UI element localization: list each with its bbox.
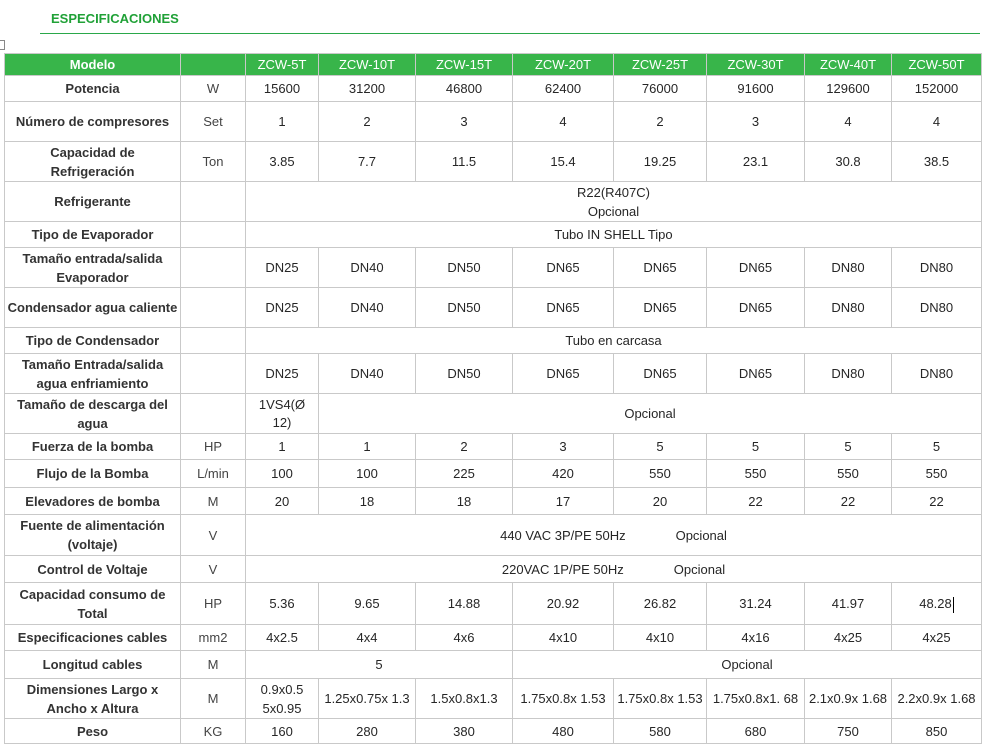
value-cell: 23.1 [707,142,805,182]
spec-row-tipo-condensador [5,328,982,354]
spec-row-peso [5,719,982,744]
value-cell: 5 [707,434,805,460]
row-label: Tamaño entrada/salida Evaporador [5,248,181,288]
model-name-header: ZCW-30T [707,54,805,76]
value-cell: 4x10 [614,625,707,651]
spec-row-control-voltaje [5,556,982,583]
row-unit: M [181,651,246,679]
row-unit [181,222,246,248]
value-cell: 1.25x0.75x 1.3 [319,679,416,719]
value-cell: 2.2x0.9x 1.68 [892,679,982,719]
row-label: Capacidad de Refrigeración [5,142,181,182]
spec-row-tam-enfriamiento [5,354,982,394]
value-cell: DN25 [246,288,319,328]
value-cell: 4x25 [892,625,982,651]
row-unit: HP [181,434,246,460]
value-cell: 225 [416,460,513,488]
model-name-header: ZCW-20T [513,54,614,76]
value-cell: 22 [805,488,892,515]
row-label: Elevadores de bomba [5,488,181,515]
spec-row-fuerza-bomba [5,434,982,460]
row-label: Potencia [5,76,181,102]
value-cell: DN25 [246,248,319,288]
value-cell: 2 [319,102,416,142]
value-cell: 4x10 [513,625,614,651]
cable-length-cell: 5 [246,651,513,679]
value-cell: DN40 [319,288,416,328]
value-cell: 22 [892,488,982,515]
row-unit: KG [181,719,246,744]
value-cell: DN65 [513,354,614,394]
model-name-header: ZCW-15T [416,54,513,76]
value-cell: 31.24 [707,583,805,625]
discharge-size-cell: 1VS4(Ø 12) [246,394,319,434]
value-cell: 14.88 [416,583,513,625]
title-underline [40,33,980,34]
spec-row-tipo-evaporador [5,222,982,248]
value-cell: 1 [319,434,416,460]
value-cell: 2 [416,434,513,460]
value-cell: 22 [707,488,805,515]
value-cell: DN65 [707,248,805,288]
specifications-table [4,53,982,744]
value-cell: 4x4 [319,625,416,651]
value-cell: 31200 [319,76,416,102]
table-header-row [5,54,982,76]
voltage-value: 220VAC 1P/PE 50Hz [501,561,624,577]
row-unit [181,328,246,354]
spec-row-consumo-total [5,583,982,625]
row-unit: Ton [181,142,246,182]
value-cell: 160 [246,719,319,744]
row-unit [181,394,246,434]
row-label: Control de Voltaje [5,556,181,583]
value-cell: 550 [707,460,805,488]
cell-marker [0,40,5,50]
row-label: Dimensiones Largo x Ancho x Altura [5,679,181,719]
voltage-option: Opcional [673,561,726,577]
row-unit: W [181,76,246,102]
voltage-cell [246,515,982,556]
value-cell: 11.5 [416,142,513,182]
row-label: Longitud cables [5,651,181,679]
row-unit: HP [181,583,246,625]
spec-row-tam-descarga [5,394,982,434]
value-cell: 152000 [892,76,982,102]
row-unit [181,354,246,394]
value-cell: 580 [614,719,707,744]
value-cell: 100 [246,460,319,488]
value-cell: 4 [513,102,614,142]
value-cell: 1.5x0.8x1.3 [416,679,513,719]
value-cell: 2.1x0.9x 1.68 [805,679,892,719]
value-cell: DN80 [892,248,982,288]
value-cell: 5.36 [246,583,319,625]
row-label: Condensador agua caliente [5,288,181,328]
header-label: Modelo [5,54,181,76]
row-unit: Set [181,102,246,142]
value-cell: DN40 [319,354,416,394]
voltage-value: 440 VAC 3P/PE 50Hz [500,527,626,543]
value-cell: 420 [513,460,614,488]
value-cell: 380 [416,719,513,744]
voltage-option: Opcional [675,527,727,543]
value-cell: 550 [892,460,982,488]
row-unit: V [181,515,246,556]
row-label: Tamaño de descarga del agua [5,394,181,434]
value-cell: 1.75x0.8x 1.53 [614,679,707,719]
value-cell: 129600 [805,76,892,102]
row-label: Fuente de alimentación (voltaje) [5,515,181,556]
value-cell: 4x25 [805,625,892,651]
merged-value-cell: Tubo en carcasa [246,328,982,354]
value-cell: DN50 [416,354,513,394]
row-label: Fuerza de la bomba [5,434,181,460]
value-cell: DN65 [513,288,614,328]
refrigerant-option: Opcional [587,203,640,219]
spec-row-refrigerante [5,182,982,222]
value-cell: 1.75x0.8x1. 68 [707,679,805,719]
value-cell: 850 [892,719,982,744]
value-cell: 3.85 [246,142,319,182]
value-cell: 280 [319,719,416,744]
value-cell: DN80 [805,288,892,328]
row-label: Flujo de la Bomba [5,460,181,488]
value-cell: 2 [614,102,707,142]
row-label: Refrigerante [5,182,181,222]
row-label: Peso [5,719,181,744]
value-cell: 550 [805,460,892,488]
value-cell: DN80 [892,354,982,394]
value-cell: DN50 [416,288,513,328]
value-cell: DN65 [614,248,707,288]
row-unit: V [181,556,246,583]
text-cursor [953,597,954,613]
spec-row-dimensiones [5,679,982,719]
value-cell: 5 [614,434,707,460]
discharge-option-cell: Opcional [319,394,982,434]
spec-row-cables [5,625,982,651]
value-cell: 20 [614,488,707,515]
value-cell: DN80 [892,288,982,328]
section-title: ESPECIFICACIONES [51,11,179,26]
value-cell: 48.28 [892,583,982,625]
value-cell: DN65 [513,248,614,288]
value-cell: 0.9x0.5 5x0.95 [246,679,319,719]
refrigerant-cell [246,182,982,222]
value-cell: 91600 [707,76,805,102]
spec-row-longitud [5,651,982,679]
value-cell: 46800 [416,76,513,102]
row-unit: mm2 [181,625,246,651]
value-cell: 750 [805,719,892,744]
cable-length-option: Opcional [513,651,982,679]
value-cell: 7.7 [319,142,416,182]
row-unit: L/min [181,460,246,488]
value-cell: 17 [513,488,614,515]
row-unit [181,288,246,328]
spec-row-compresores [5,102,982,142]
value-cell: 18 [416,488,513,515]
row-label: Tipo de Condensador [5,328,181,354]
value-cell: 9.65 [319,583,416,625]
spec-row-elevadores [5,488,982,515]
row-label: Tipo de Evaporador [5,222,181,248]
value-cell: 19.25 [614,142,707,182]
value-cell: 4x6 [416,625,513,651]
value-cell: 3 [513,434,614,460]
value-cell: DN25 [246,354,319,394]
model-name-header: ZCW-40T [805,54,892,76]
row-unit: M [181,679,246,719]
spec-row-fuente [5,515,982,556]
value-cell: DN65 [614,354,707,394]
model-name-header: ZCW-5T [246,54,319,76]
refrigerant-type: R22(R407C) [577,184,650,200]
row-label: Especificaciones cables [5,625,181,651]
value-cell: 76000 [614,76,707,102]
value-cell: 15600 [246,76,319,102]
row-unit [181,248,246,288]
row-label: Número de compresores [5,102,181,142]
row-label: Capacidad consumo de Total [5,583,181,625]
value-cell: 18 [319,488,416,515]
value-cell: 3 [707,102,805,142]
spec-row-capacidad-refrig [5,142,982,182]
spec-row-potencia [5,76,982,102]
merged-value-cell: Tubo IN SHELL Tipo [246,222,982,248]
value-cell: 41.97 [805,583,892,625]
value-cell: 20.92 [513,583,614,625]
value-cell: 5 [805,434,892,460]
value-cell: 4 [892,102,982,142]
value-cell: 62400 [513,76,614,102]
value-cell: 26.82 [614,583,707,625]
row-unit: M [181,488,246,515]
model-name-header: ZCW-50T [892,54,982,76]
value-cell: 680 [707,719,805,744]
value-cell: 1.75x0.8x 1.53 [513,679,614,719]
spec-row-flujo-bomba [5,460,982,488]
spec-row-condensador-caliente [5,288,982,328]
value-cell: 20 [246,488,319,515]
spec-row-tam-evaporador [5,248,982,288]
value-cell: DN80 [805,248,892,288]
value-cell: 30.8 [805,142,892,182]
value-cell: DN65 [614,288,707,328]
value-cell: DN50 [416,248,513,288]
model-name-header: ZCW-10T [319,54,416,76]
row-unit [181,182,246,222]
value-cell: DN65 [707,354,805,394]
value-cell: 4 [805,102,892,142]
value-cell: 480 [513,719,614,744]
model-name-header: ZCW-25T [614,54,707,76]
value-cell: 100 [319,460,416,488]
value-cell: 1 [246,434,319,460]
value-cell: DN40 [319,248,416,288]
value-cell: 5 [892,434,982,460]
voltage-cell [246,556,982,583]
value-cell: 3 [416,102,513,142]
value-cell: 550 [614,460,707,488]
row-label: Tamaño Entrada/salida agua enfriamiento [5,354,181,394]
value-cell: DN80 [805,354,892,394]
value-cell: 15.4 [513,142,614,182]
value-cell: DN65 [707,288,805,328]
header-unit [181,54,246,76]
value-cell: 1 [246,102,319,142]
value-cell: 4x16 [707,625,805,651]
value-cell: 4x2.5 [246,625,319,651]
value-cell: 38.5 [892,142,982,182]
